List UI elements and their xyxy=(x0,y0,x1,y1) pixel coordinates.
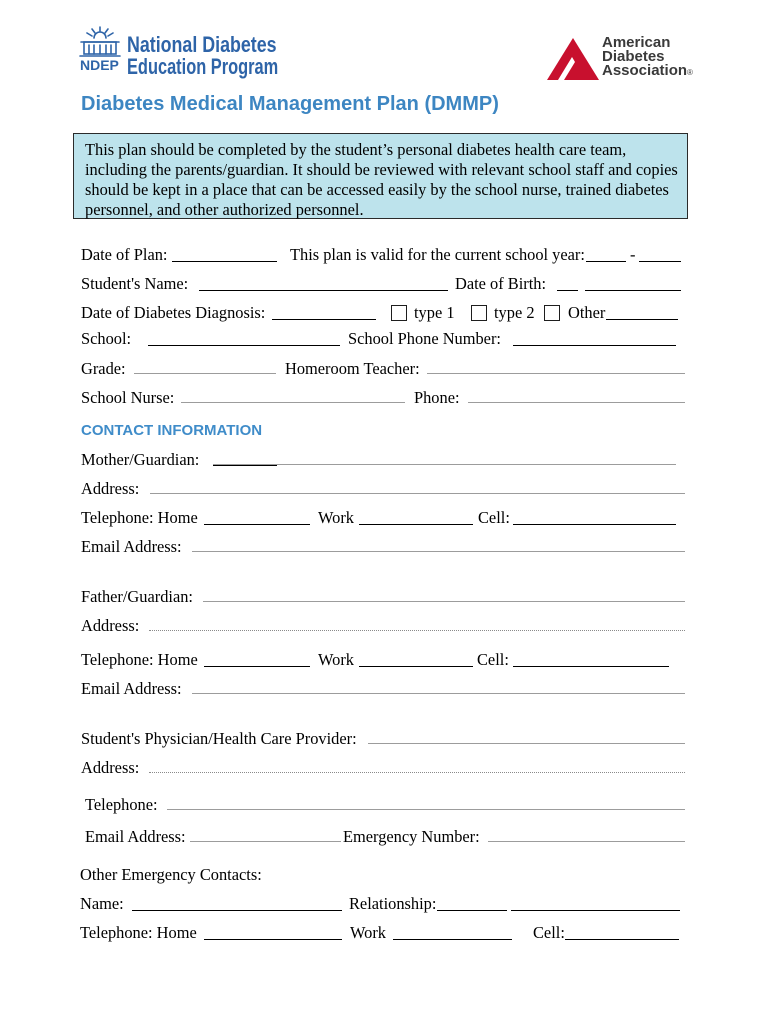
type1-checkbox[interactable] xyxy=(391,305,407,321)
other-contacts-heading: Other Emergency Contacts: xyxy=(80,865,262,884)
father-address-field[interactable] xyxy=(149,617,685,631)
school-nurse-field[interactable] xyxy=(181,389,405,403)
diagnosis-date-label: Date of Diabetes Diagnosis: xyxy=(81,303,266,322)
date-of-birth-label: Date of Birth: xyxy=(455,274,547,293)
date-of-birth-short-field[interactable] xyxy=(557,275,578,291)
other-contact-cell-field[interactable] xyxy=(565,924,679,940)
other-type-label: Other xyxy=(568,303,606,322)
school-phone-label: School Phone Number: xyxy=(348,329,501,348)
school-field[interactable] xyxy=(148,330,340,346)
ada-name-line1: American xyxy=(602,34,671,51)
ndep-name-line2: Education Program xyxy=(127,54,279,79)
type2-label: type 2 xyxy=(494,303,535,322)
mother-home-phone-label: Telephone: Home xyxy=(81,508,198,527)
father-guardian-field[interactable] xyxy=(203,588,685,602)
nurse-phone-label: Phone: xyxy=(414,388,460,407)
relationship-field-continued[interactable] xyxy=(511,895,680,911)
row-physician xyxy=(0,730,770,750)
physician-address-label: Address: xyxy=(81,758,140,777)
page-title: Diabetes Medical Management Plan (DMMP) xyxy=(81,93,499,115)
father-work-phone-field[interactable] xyxy=(359,651,473,667)
physician-telephone-label: Telephone: xyxy=(85,795,158,814)
other-contact-name-label: Name: xyxy=(80,894,124,913)
father-home-phone-field[interactable] xyxy=(204,651,310,667)
grade-field[interactable] xyxy=(134,360,276,374)
ada-triangle-icon xyxy=(546,37,600,81)
school-year-start-field[interactable] xyxy=(586,246,626,262)
emergency-number-label: Emergency Number: xyxy=(343,827,480,846)
father-address-label: Address: xyxy=(81,616,140,635)
row-father-address xyxy=(0,617,770,637)
row-mother-address xyxy=(0,480,770,500)
father-home-phone-label: Telephone: Home xyxy=(81,650,198,669)
other-contact-work-phone-field[interactable] xyxy=(393,924,512,940)
physician-email-field[interactable] xyxy=(190,828,341,842)
intro-text xyxy=(85,140,678,220)
row-mother-guardian xyxy=(0,451,770,471)
mother-work-phone-field[interactable] xyxy=(359,509,473,525)
row-mother-telephone xyxy=(0,509,770,529)
physician-address-field[interactable] xyxy=(149,759,685,773)
intro-box xyxy=(73,133,688,219)
row-other-contacts-heading xyxy=(0,866,770,886)
date-of-plan-label: Date of Plan: xyxy=(81,245,168,264)
date-of-birth-field[interactable] xyxy=(585,275,681,291)
row-father-email xyxy=(0,680,770,700)
intro-line: personnel, and other authorized personnel. xyxy=(85,200,364,219)
other-contact-home-phone-label: Telephone: Home xyxy=(80,923,197,942)
row-diagnosis xyxy=(0,304,770,324)
father-cell-label: Cell: xyxy=(477,650,509,669)
row-school xyxy=(0,330,770,350)
row-father-guardian xyxy=(0,588,770,608)
type2-checkbox[interactable] xyxy=(471,305,487,321)
mother-address-field[interactable] xyxy=(150,480,685,494)
mother-cell-field[interactable] xyxy=(513,509,676,525)
homeroom-teacher-field[interactable] xyxy=(427,360,685,374)
homeroom-teacher-label: Homeroom Teacher: xyxy=(285,359,420,378)
school-nurse-label: School Nurse: xyxy=(81,388,175,407)
student-name-field[interactable] xyxy=(199,275,448,291)
mother-cell-label: Cell: xyxy=(478,508,510,527)
diagnosis-date-field[interactable] xyxy=(272,304,376,320)
mother-email-label: Email Address: xyxy=(81,537,182,556)
school-phone-field[interactable] xyxy=(513,330,676,346)
relationship-field[interactable] xyxy=(437,895,507,911)
row-father-telephone xyxy=(0,651,770,671)
school-label: School: xyxy=(81,329,132,348)
intro-line: including the parents/guardian. It should be reviewed with relevant school staff and copies xyxy=(85,160,678,179)
school-year-label: This plan is valid for the current school year: xyxy=(290,245,585,264)
other-contact-name-field[interactable] xyxy=(132,895,342,911)
father-work-phone-label: Work xyxy=(318,650,355,669)
nurse-phone-field[interactable] xyxy=(468,389,685,403)
intro-line: This plan should be completed by the student’s personal diabetes health care team, xyxy=(85,140,627,159)
other-type-field[interactable] xyxy=(606,304,678,320)
physician-email-label: Email Address: xyxy=(85,827,186,846)
ada-name-line2: Diabetes xyxy=(602,48,665,65)
student-name-label: Student's Name: xyxy=(81,274,189,293)
ndep-name-line1: National Diabetes xyxy=(127,32,277,57)
row-student-name xyxy=(0,275,770,295)
relationship-label: Relationship: xyxy=(349,894,437,913)
mother-guardian-label: Mother/Guardian: xyxy=(81,450,200,469)
row-other-contact-telephone xyxy=(0,924,770,944)
father-email-field[interactable] xyxy=(192,680,685,694)
ndep-abbreviation: NDEP xyxy=(80,57,119,73)
type1-label: type 1 xyxy=(414,303,455,322)
physician-field[interactable] xyxy=(368,730,685,744)
intro-line: should be kept in a place that can be accessed easily by the school nurse, trained diabetes xyxy=(85,180,669,199)
mother-guardian-field[interactable] xyxy=(213,451,676,465)
father-cell-field[interactable] xyxy=(513,651,669,667)
ada-association-text: Association xyxy=(602,62,688,79)
row-physician-telephone xyxy=(0,796,770,816)
other-type-checkbox[interactable] xyxy=(544,305,560,321)
row-other-contact-name xyxy=(0,895,770,915)
row-mother-email xyxy=(0,538,770,558)
grade-label: Grade: xyxy=(81,359,126,378)
contact-information-heading: CONTACT INFORMATION xyxy=(81,422,263,439)
school-year-end-field[interactable] xyxy=(639,246,681,262)
other-contact-work-phone-label: Work xyxy=(350,923,387,942)
row-physician-email xyxy=(0,828,770,848)
other-contact-cell-label: Cell: xyxy=(533,923,565,942)
mother-email-field[interactable] xyxy=(192,538,685,552)
registered-mark: ® xyxy=(687,68,693,77)
other-contact-home-phone-field[interactable] xyxy=(204,924,342,940)
row-date-of-plan xyxy=(0,246,770,266)
mother-work-phone-label: Work xyxy=(318,508,355,527)
building-sunburst-icon xyxy=(78,26,122,58)
father-email-label: Email Address: xyxy=(81,679,182,698)
mother-address-label: Address: xyxy=(81,479,140,498)
emergency-number-field[interactable] xyxy=(488,828,685,842)
row-physician-address xyxy=(0,759,770,779)
father-guardian-label: Father/Guardian: xyxy=(81,587,193,606)
physician-label: Student's Physician/Health Care Provider: xyxy=(81,729,357,748)
row-grade xyxy=(0,360,770,380)
row-school-nurse xyxy=(0,389,770,409)
mother-home-phone-field[interactable] xyxy=(204,509,310,525)
ada-name-line3 xyxy=(602,64,693,80)
physician-telephone-field[interactable] xyxy=(167,796,685,810)
date-of-plan-field[interactable] xyxy=(172,246,277,262)
mother-guardian-underscore xyxy=(213,451,277,466)
school-year-separator: - xyxy=(630,245,636,264)
